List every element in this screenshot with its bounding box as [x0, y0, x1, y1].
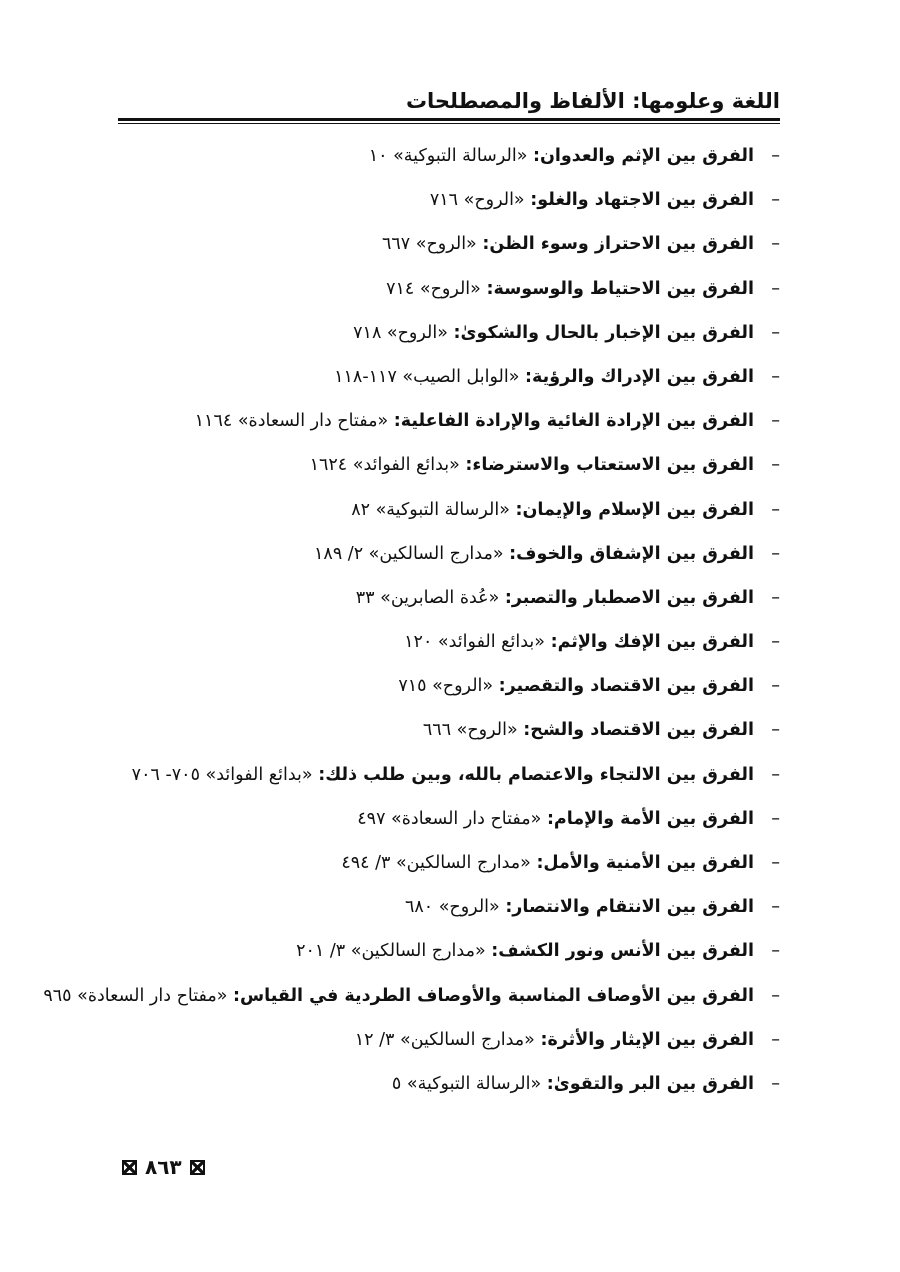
entry-term: الفرق بين الإفك والإثم:	[550, 632, 754, 653]
page-number: ٨٦٣	[145, 1155, 182, 1179]
list-item: –الفرق بين الأنس ونور الكشف: «مدارج السالكين» ٣/ ٢٠١	[296, 941, 780, 962]
entry-reference: «مفتاح دار السعادة» ٩٦٥	[43, 985, 228, 1006]
page-footer	[122, 1150, 205, 1184]
list-item: –الفرق بين الاصطبار والتصبر: «عُدة الصابرين» ٣٣	[355, 587, 780, 608]
entry-term: الفرق بين الاقتصاد والتقصير:	[498, 676, 754, 697]
entry-reference: «مفتاح دار السعادة» ٤٩٧	[357, 808, 542, 829]
entry-reference: «الوابل الصيب» ١١٧-١١٨	[334, 366, 520, 387]
entry-term: الفرق بين الالتجاء والاعتصام بالله، وبين طلب ذلك:	[318, 764, 754, 785]
entry-term: الفرق بين الاصطبار والتصبر:	[504, 587, 754, 608]
entry-term: الفرق بين الإخبار بالحال والشكوىٰ:	[453, 322, 754, 343]
running-header	[118, 84, 780, 118]
entry-reference: «الروح» ٧١٤	[386, 278, 481, 299]
list-item: –الفرق بين الاستعتاب والاسترضاء: «بدائع الفوائد» ١٦٢٤	[309, 455, 780, 476]
entry-term: الفرق بين الانتقام والانتصار:	[505, 897, 754, 918]
entry-reference: «مدارج السالكين» ٣/ ١٢	[354, 1029, 535, 1050]
entry-term: الفرق بين الاحتراز وسوء الظن:	[482, 234, 754, 255]
entry-reference: «الروح» ٦٦٧	[381, 234, 477, 255]
list-item: –الفرق بين الاحتياط والوسوسة: «الروح» ٧١٤	[386, 278, 780, 299]
list-item: –الفرق بين الإدراك والرؤية: «الوابل الصيب» ١١٧-١١٨	[334, 366, 780, 387]
entry-reference: «مدارج السالكين» ٣/ ٢٠١	[296, 941, 486, 962]
entry-term: الفرق بين الاقتصاد والشح:	[523, 720, 754, 741]
list-item: –الفرق بين الأمة والإمام: «مفتاح دار السعادة» ٤٩٧	[357, 808, 780, 829]
entry-reference: «الرسالة التبوكية» ٥	[391, 1073, 542, 1094]
entry-term: الفرق بين الإيثار والأثرة:	[540, 1029, 754, 1050]
entry-term: الفرق بين الإثم والعدوان:	[532, 146, 754, 166]
entry-reference: «الرسالة التبوكية» ٨٢	[351, 499, 510, 520]
list-item: –الفرق بين الانتقام والانتصار: «الروح» ٦٨٠	[404, 897, 780, 918]
list-item: –الفرق بين الإثم والعدوان: «الرسالة التبوكية» ١٠	[368, 146, 780, 166]
list-item: –الفرق بين الاقتصاد والشح: «الروح» ٦٦٦	[422, 720, 780, 741]
entry-term: الفرق بين الإدراك والرؤية:	[525, 366, 754, 387]
list-item: –الفرق بين الالتجاء والاعتصام بالله، وبين طلب ذلك: «بدائع الفوائد» ٧٠٥- ٧٠٦	[131, 764, 780, 785]
entry-list	[43, 136, 780, 1108]
entry-reference: «الروح» ٧١٥	[398, 676, 494, 697]
list-item: –الفرق بين الإيثار والأثرة: «مدارج السالكين» ٣/ ١٢	[354, 1029, 780, 1050]
entry-term: الفرق بين الإشفاق والخوف:	[509, 543, 754, 564]
entry-term: الفرق بين الأمة والإمام:	[546, 808, 754, 829]
list-item: –الفرق بين الأوصاف المناسبة والأوصاف الطردية في القياس: «مفتاح دار السعادة» ٩٦٥	[43, 985, 780, 1006]
entry-term: الفرق بين البر والتقوىٰ:	[546, 1073, 754, 1094]
entry-reference: «الروح» ٧١٨	[353, 322, 448, 343]
list-item: –الفرق بين الإرادة الغائية والإرادة الفاعلية: «مفتاح دار السعادة» ١١٦٤	[194, 411, 780, 432]
header-rule-thin	[118, 123, 780, 124]
entry-reference: «بدائع الفوائد» ١٢٠	[404, 632, 545, 653]
list-item: –الفرق بين الاجتهاد والغلو: «الروح» ٧١٦	[429, 190, 780, 211]
entry-reference: «بدائع الفوائد» ١٦٢٤	[309, 455, 460, 476]
entry-term: الفرق بين الإرادة الغائية والإرادة الفاعلية:	[393, 411, 754, 432]
entry-reference: «عُدة الصابرين» ٣٣	[355, 587, 500, 608]
list-item: –الفرق بين الأمنية والأمل: «مدارج السالكين» ٣/ ٤٩٤	[341, 853, 780, 873]
entry-reference: «مدارج السالكين» ٢/ ١٨٩	[314, 543, 504, 564]
header-title: اللغة وعلومها: الألفاظ والمصطلحات	[405, 89, 780, 113]
list-item: –الفرق بين الإشفاق والخوف: «مدارج السالكين» ٢/ ١٨٩	[314, 543, 780, 564]
list-item: –الفرق بين الإخبار بالحال والشكوىٰ: «الروح» ٧١٨	[353, 322, 780, 343]
list-item: –الفرق بين الإسلام والإيمان: «الرسالة التبوكية» ٨٢	[351, 499, 780, 520]
list-item: –الفرق بين البر والتقوىٰ: «الرسالة التبوكية» ٥	[391, 1073, 780, 1094]
entry-term: الفرق بين الأمنية والأمل:	[536, 853, 754, 873]
list-item: –الفرق بين الإفك والإثم: «بدائع الفوائد» ١٢٠	[404, 632, 780, 653]
entry-term: الفرق بين الاجتهاد والغلو:	[530, 190, 754, 211]
entry-term: الفرق بين الأوصاف المناسبة والأوصاف الطردية في القياس:	[233, 985, 754, 1006]
entry-reference: «الروح» ٦٨٠	[404, 897, 500, 918]
list-item: –الفرق بين الاقتصاد والتقصير: «الروح» ٧١٥	[398, 676, 780, 697]
entry-term: الفرق بين الاحتياط والوسوسة:	[486, 278, 754, 299]
entry-reference: «الروح» ٦٦٦	[422, 720, 518, 741]
list-item: –الفرق بين الاحتراز وسوء الظن: «الروح» ٦٦٧	[381, 234, 780, 255]
entry-term: الفرق بين الاستعتاب والاسترضاء:	[465, 455, 754, 476]
entry-reference: «مدارج السالكين» ٣/ ٤٩٤	[341, 853, 531, 873]
header-rule-thick	[118, 118, 780, 121]
entry-reference: «مفتاح دار السعادة» ١١٦٤	[194, 411, 389, 432]
entry-reference: «بدائع الفوائد» ٧٠٥- ٧٠٦	[131, 764, 313, 785]
entry-term: الفرق بين الأنس ونور الكشف:	[491, 941, 754, 962]
ornament-icon	[190, 1160, 205, 1175]
entry-term: الفرق بين الإسلام والإيمان:	[515, 499, 754, 520]
entry-reference: «الروح» ٧١٦	[429, 190, 525, 211]
entry-reference: «الرسالة التبوكية» ١٠	[368, 146, 528, 166]
ornament-icon	[122, 1160, 137, 1175]
